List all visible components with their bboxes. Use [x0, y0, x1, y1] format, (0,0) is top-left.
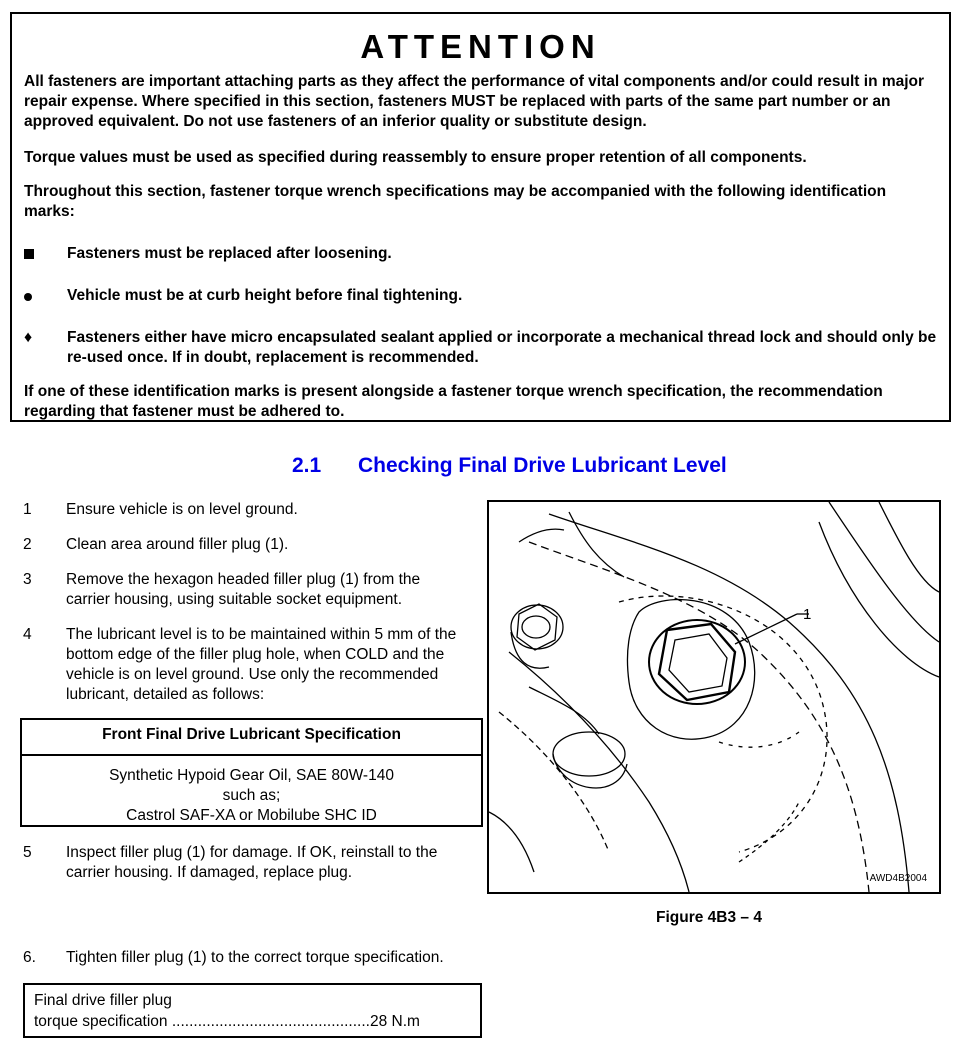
attention-paragraph-marks-intro: Throughout this section, fastener torque wrench specifications may be accompanied with the following identification marks: [24, 183, 887, 220]
torque-spec-value: 28 N.m [369, 1013, 420, 1030]
figure-callout-label: 1 [803, 606, 812, 623]
torque-spec-box [23, 983, 482, 1038]
attention-paragraph-adhere: If one of these identification marks is present alongside a fastener torque wrench specification, the recommendation regarding that fastener must be adhered to. [24, 383, 883, 420]
mark-text-curb-height: Vehicle must be at curb height before final tightening. [67, 287, 463, 304]
torque-spec-label: torque specification [34, 1013, 168, 1030]
figure-illustration [487, 500, 941, 894]
step-number: 3 [23, 571, 32, 588]
lubricant-spec-body [22, 766, 481, 826]
step-text: Clean area around filler plug (1). [66, 536, 289, 553]
torque-spec-item: Final drive filler plug [34, 992, 172, 1009]
figure-code: AWD4B2004 [869, 873, 927, 884]
step-number: 6. [23, 949, 36, 966]
figure-caption: Figure 4B3 – 4 [656, 909, 762, 926]
lubricant-spec-line: such as; [222, 787, 281, 804]
step-number: 5 [23, 844, 32, 861]
lubricant-spec-table [20, 718, 483, 827]
attention-paragraph-torque: Torque values must be used as specified during reassembly to ensure proper retention of all components. [24, 149, 807, 166]
attention-title: ATTENTION [360, 28, 601, 65]
square-mark-icon [24, 244, 34, 265]
section-heading [0, 454, 967, 482]
step-text: Ensure vehicle is on level ground. [66, 501, 298, 518]
step-number: 2 [23, 536, 32, 553]
lubricant-spec-line: Synthetic Hypoid Gear Oil, SAE 80W-140 [109, 767, 394, 784]
torque-spec-line [34, 1012, 420, 1032]
section-title: Checking Final Drive Lubricant Level [358, 454, 727, 477]
attention-paragraph-fasteners: All fasteners are important attaching parts as they affect the performance of vital components and/or could result in major repair expense. Where specified in this section, fasteners MUST be replaced with parts of the same part number or an approved equivalent. Do not use fasteners of an inferior quality or substitute design. [24, 73, 925, 130]
torque-spec-leader-dots: .............................................. [171, 1013, 370, 1030]
step-text: Inspect filler plug (1) for damage. If OK, reinstall to the carrier housing. If damaged, replace plug. [66, 844, 438, 881]
step-number: 1 [23, 501, 32, 518]
circle-mark-icon [24, 286, 32, 307]
step-text: Tighten filler plug (1) to the correct torque specification. [66, 949, 444, 966]
lubricant-spec-line: Castrol SAF-XA or Mobilube SHC ID [126, 807, 377, 824]
step-text: Remove the hexagon headed filler plug (1) from the carrier housing, using suitable socket equipment. [66, 571, 421, 608]
step-text: The lubricant level is to be maintained within 5 mm of the bottom edge of the filler plug hole, when COLD and the vehicle is on level ground. Use only the recommended lubricant, detailed as follows: [66, 626, 457, 703]
lubricant-spec-header: Front Final Drive Lubricant Specification [22, 720, 481, 756]
step-number: 4 [23, 626, 32, 643]
section-number: 2.1 [292, 454, 322, 477]
final-drive-drawing [489, 502, 939, 892]
attention-box [10, 12, 951, 422]
diamond-mark-icon: ♦ [24, 329, 33, 346]
mark-text-replace: Fasteners must be replaced after loosening. [67, 245, 392, 262]
mark-text-sealant: Fasteners either have micro encapsulated sealant applied or incorporate a mechanical thread lock and should only be re-used once. If in doubt, replacement is recommended. [67, 329, 937, 366]
